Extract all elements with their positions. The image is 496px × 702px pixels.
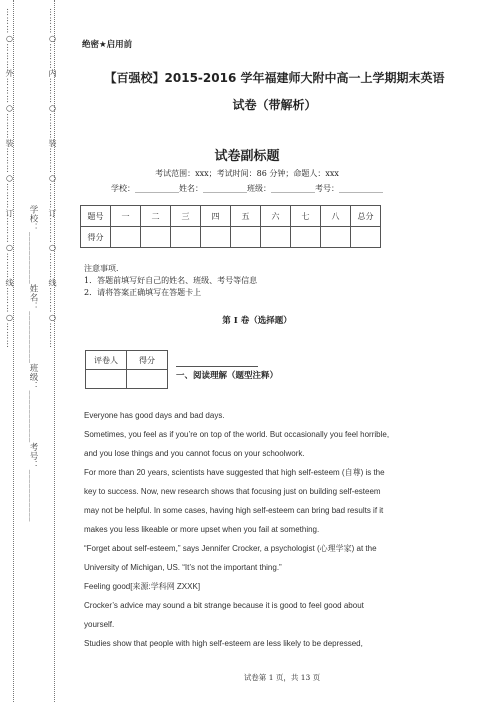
passage-line: Feeling good[来源:学科网 ZXXK] [84, 582, 201, 591]
exam-title-line1: 【百强校】2015-2016 学年福建师大附中高一上学期期末英语 [104, 71, 445, 85]
notice-item: 2．请将答案正确填写在答题卡上 [84, 288, 202, 297]
student-info-field: 学校：___________姓名：___________班级：___________考号：___________ [28, 205, 38, 522]
grader-table [85, 350, 168, 389]
score-header-cell: 八 [321, 206, 351, 227]
passage-line: University of Michigan, US. “It’s not the important thing.” [84, 563, 282, 572]
binding-margin [0, 0, 75, 702]
score-table-header-row [81, 206, 381, 227]
score-header-cell: 三 [171, 206, 201, 227]
score-cell[interactable] [201, 227, 231, 248]
grader-header-cell: 评卷人 [86, 351, 127, 370]
exam-title-line2: 试卷（带解析） [232, 98, 317, 112]
part-title: 第 I 卷（选择题） [222, 316, 292, 326]
score-header-cell: 四 [201, 206, 231, 227]
passage-line: key to success. Now, new research shows that focusing just on building self-esteem [84, 487, 381, 496]
score-header-cell: 总分 [351, 206, 381, 227]
score-table [80, 205, 381, 248]
score-cell[interactable] [321, 227, 351, 248]
score-header-cell: 六 [261, 206, 291, 227]
score-header-cell: 二 [141, 206, 171, 227]
exam-subtitle: 试卷副标题 [214, 149, 280, 164]
grader-cell[interactable] [127, 370, 168, 389]
outer-seal-line-text: ………○………外………○………装………○………订………○………线………○……… [5, 8, 14, 349]
score-header-cell: 五 [231, 206, 261, 227]
reading-passage [84, 406, 479, 653]
notice-block [84, 263, 257, 299]
passage-line: makes you less likeable or more upset when you fail at something. [84, 525, 320, 534]
page-footer: 试卷第 1 页，共 13 页 [243, 673, 321, 682]
notice-item: 1．答题前填写好自己的姓名、班级、考号等信息 [84, 276, 258, 285]
student-info: 学校：___________姓名：___________班级：___________考号：___________ [111, 184, 383, 193]
section-rule [176, 366, 258, 367]
passage-line: and you lose things and you cannot focus on your schoolwork. [84, 449, 305, 458]
notice-heading: 注意事项． [84, 264, 124, 273]
score-cell[interactable] [111, 227, 141, 248]
passage-line: may not be helpful. In some cases, having high self-esteem can bring bad results if it [84, 506, 384, 515]
passage-line: Everyone has good days and bad days. [84, 411, 225, 420]
score-cell[interactable] [171, 227, 201, 248]
passage-line: yourself. [84, 620, 115, 629]
section-title: 一、阅读理解（题型注释） [176, 371, 279, 381]
score-header-cell: 七 [291, 206, 321, 227]
score-cell[interactable] [231, 227, 261, 248]
exam-info: 考试范围：xxx；考试时间：86 分钟；命题人：xxx [155, 169, 339, 178]
passage-line: Studies show that people with high self-esteem are less likely to be depressed, [84, 639, 363, 648]
score-table-score-row [81, 227, 381, 248]
grader-cell[interactable] [86, 370, 127, 389]
score-cell[interactable] [351, 227, 381, 248]
grader-header-cell: 得分 [127, 351, 168, 370]
passage-line: Crocker’s advice may sound a bit strange because it is good to feel good about [84, 601, 364, 610]
score-header-cell: 题号 [81, 206, 111, 227]
secret-label: 绝密★启用前 [82, 40, 133, 50]
score-cell[interactable] [141, 227, 171, 248]
score-header-cell: 一 [111, 206, 141, 227]
score-cell[interactable] [291, 227, 321, 248]
inner-seal-line-text: ………○………内………○………装………○………订………○………线………○……… [48, 8, 57, 349]
score-row-label: 得分 [81, 227, 111, 248]
passage-line: “Forget about self-esteem,” says Jennifer Crocker, a psychologist (心理学家) at the [84, 544, 377, 553]
score-cell[interactable] [261, 227, 291, 248]
passage-line: Sometimes, you feel as if you’re on top of the world. But occasionally you feel horrible, [84, 430, 390, 439]
passage-line: For more than 20 years, scientists have suggested that high self-esteem (自尊) is the [84, 468, 385, 477]
